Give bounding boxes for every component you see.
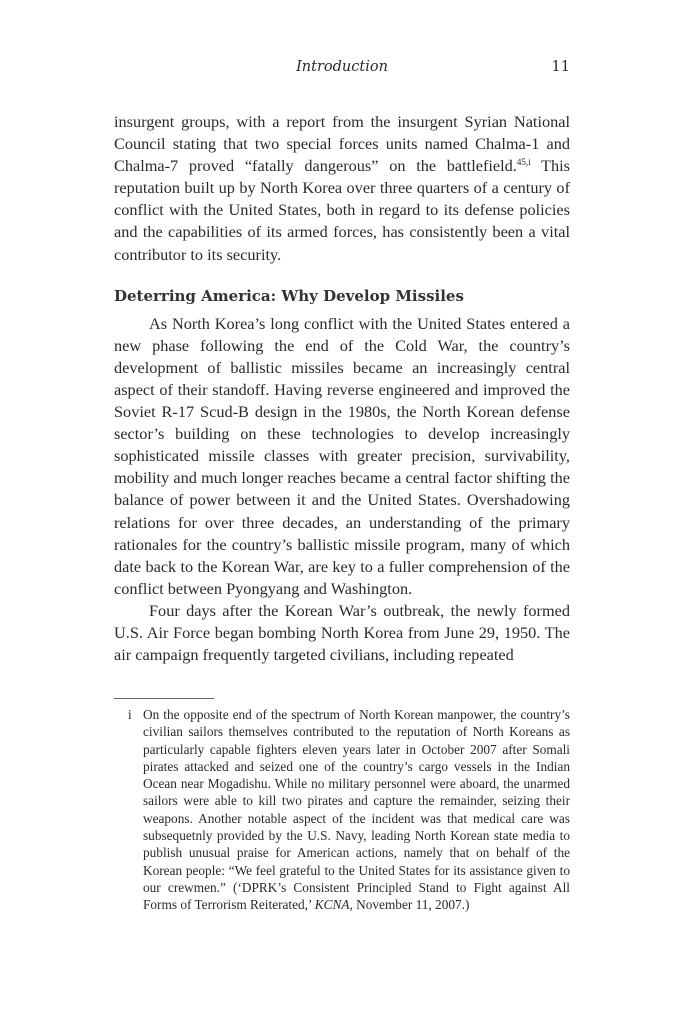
body-text — [114, 111, 570, 666]
footnote-reference[interactable]: 45,i — [516, 157, 531, 168]
footnote-divider — [114, 698, 214, 699]
running-head — [114, 59, 570, 79]
footnote-marker: i — [128, 707, 132, 722]
paragraph-3: Four days after the Korean War’s outbreak, the newly formed U.S. Air Force began bombing North Korea from June 29, 1950. The air campaign frequently targeted civilians, including repeated — [114, 600, 570, 665]
paragraph-1 — [114, 111, 570, 266]
footnote — [114, 706, 570, 914]
page-number: 11 — [551, 59, 570, 75]
footnote-source: KCNA — [314, 897, 350, 913]
footnote-date: , November 11, 2007.) — [349, 897, 470, 913]
running-title: Introduction — [296, 59, 388, 75]
paragraph-2: As North Korea’s long conflict with the United States entered a new phase following the end of the Cold War, the country’s development of ballistic missiles became an increasingly central aspect of their standoff. Having reverse engineered and improved the Soviet R-17 Scud-B design in the 1980s, the North Korean defense sector’s building on these technologies to develop increasingly sophisticated missile classes with greater precision, survivability, mobility and much longer reaches became a central factor shifting the balance of power between it and the United States. Overshadowing relations for over three decades, an understanding of the primary rationales for the country’s ballistic missile program, many of which date back to the Korean War, are key to a fuller comprehension of the conflict between Pyongyang and Washington. — [114, 313, 570, 598]
section-heading: Deterring America: Why Develop Missiles — [114, 286, 464, 305]
footnote-body: On the opposite end of the spectrum of North Korean manpower, the country’s civilian sailors themselves contributed to the reputation of North Koreans as particularly capable fighters eleven years later in October 2007 after Somali pirates attacked and seized one of the country’s cargo vessels in the Indian Ocean near Mogadishu. While no military personnel were aboard, the unarmed sailors were able to kill two pirates and capture the remainder, seizing their weapons. Another notable aspect of the incident was that medical care was subsequetnly provided by the U.S. Navy, leading North Korean state media to publish unusual praise for American actions, namely that on behalf of the Korean people: “We feel grateful to the United States for its assistance given to our crewmen.” (‘DPRK’s Consistent Principled Stand to Fight against All Forms of Terrorism Reiterated,’ — [143, 707, 570, 913]
paragraph-1-text: insurgent groups, with a report from the insurgent Syrian National Council stating that two special forces units named Chalma-1 and Chalma-7 proved “fatally dangerous” on the battlefield. — [114, 112, 570, 176]
footnote-text — [143, 706, 570, 914]
paragraph-1-continued: This reputation built up by North Korea over three quarters of a century of conflict with the United States, both in regard to its defense policies and the capabilities of its armed forces, has consistently been a vital contributor to its security. — [114, 156, 570, 264]
